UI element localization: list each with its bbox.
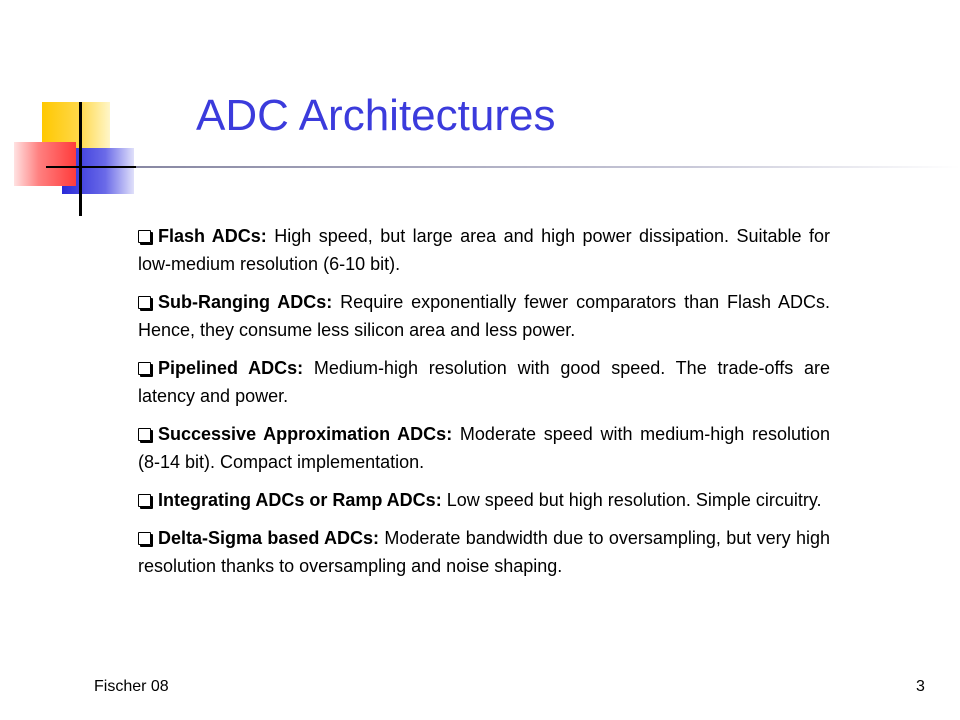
bullet-text: High speed, but large area and high power dissipation. Suitable for low-medium resolution (6-10 bit). (138, 226, 830, 274)
vertical-rule (79, 102, 82, 216)
checkbox-bullet-icon (138, 362, 151, 375)
bullet-item (138, 288, 830, 344)
bullet-item (138, 486, 830, 514)
bullet-list (138, 222, 830, 590)
horizontal-rule (46, 166, 960, 168)
red-square (14, 142, 76, 186)
bullet-text: Moderate bandwidth due to oversampling, but very high resolution thanks to oversampling and noise shaping. (138, 528, 830, 576)
bullet-item (138, 420, 830, 476)
slide-title: ADC Architectures (196, 91, 556, 140)
bullet-heading: Delta-Sigma based ADCs: (158, 528, 380, 548)
checkbox-bullet-icon (138, 532, 151, 545)
checkbox-bullet-icon (138, 428, 151, 441)
bullet-heading: Pipelined ADCs: (158, 358, 304, 378)
bullet-heading: Successive Approximation ADCs: (158, 424, 453, 444)
page-number: 3 (916, 678, 925, 695)
bullet-item (138, 354, 830, 410)
bullet-heading: Flash ADCs: (158, 226, 267, 246)
checkbox-bullet-icon (138, 296, 151, 309)
bullet-text: Low speed but high resolution. Simple circuitry. (441, 490, 822, 510)
bullet-heading: Integrating ADCs or Ramp ADCs: (158, 490, 442, 510)
bullet-text: Medium-high resolution with good speed. The trade-offs are latency and power. (138, 358, 830, 406)
checkbox-bullet-icon (138, 494, 151, 507)
footer-author: Fischer 08 (94, 678, 169, 695)
horizontal-rule-dark (46, 166, 136, 168)
bullet-text: Moderate speed with medium-high resolution (8-14 bit). Compact implementation. (138, 424, 831, 472)
checkbox-bullet-icon (138, 230, 151, 243)
bullet-heading: Sub-Ranging ADCs: (158, 292, 333, 312)
bullet-text: Require exponentially fewer comparators than Flash ADCs. Hence, they consume less silicon area and less power. (138, 292, 830, 340)
bullet-item (138, 524, 830, 580)
bullet-item (138, 222, 830, 278)
